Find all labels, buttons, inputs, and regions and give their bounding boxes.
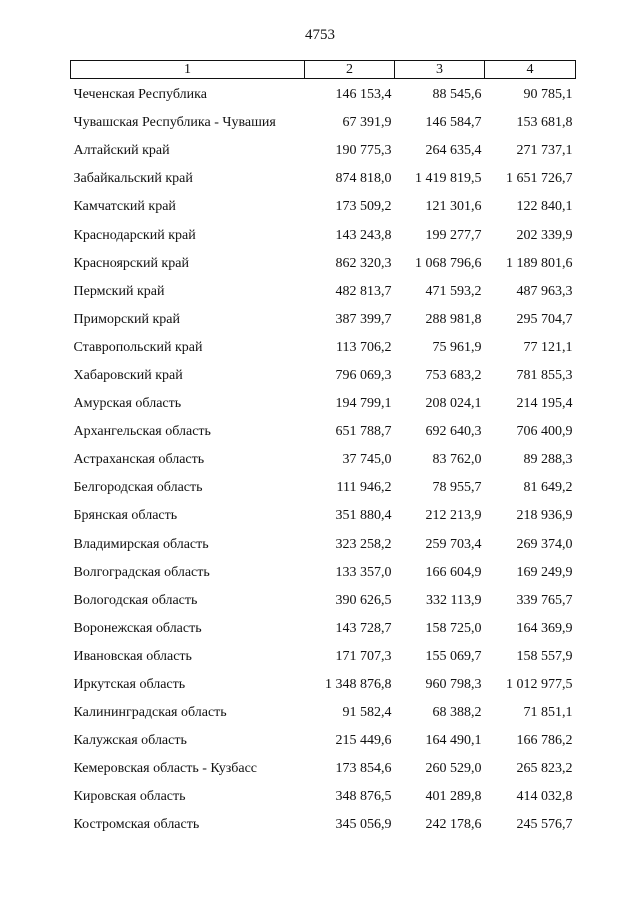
value-cell-col-4: 202 339,9 [516, 227, 573, 243]
value-cell-col-4: 81 649,2 [523, 480, 573, 496]
table-row [71, 334, 576, 362]
table-row [71, 643, 576, 671]
value-cell-col-3: 753 683,2 [425, 367, 482, 383]
value-cell-col-3: 260 529,0 [425, 761, 482, 777]
column-header-2: 2 [305, 61, 395, 79]
table-row [71, 502, 576, 530]
value-cell-col-4: 166 786,2 [516, 733, 573, 749]
value-cell-col-4: 1 012 977,5 [506, 677, 573, 693]
table-row [71, 109, 576, 137]
region-name-cell: Пермский край [73, 283, 165, 299]
value-cell-col-2: 146 153,4 [335, 87, 392, 103]
column-header-1: 1 [71, 61, 305, 79]
table-row [71, 446, 576, 474]
table-row [71, 671, 576, 699]
region-name-cell: Иркутская область [73, 677, 186, 693]
value-cell-col-4: 71 851,1 [523, 705, 573, 721]
table-row [71, 727, 576, 755]
value-cell-col-4: 1 189 801,6 [506, 255, 573, 271]
value-cell-col-2: 482 813,7 [335, 283, 392, 299]
region-name-cell: Волгоградская область [73, 564, 210, 580]
page-number: 4753 [305, 27, 335, 43]
table-row [71, 221, 576, 249]
region-name-cell: Воронежская область [73, 620, 202, 636]
value-cell-col-3: 692 640,3 [425, 424, 482, 440]
table-body [71, 79, 576, 840]
value-cell-col-2: 91 582,4 [342, 705, 392, 721]
table-row [71, 362, 576, 390]
value-cell-col-3: 75 961,9 [432, 339, 482, 355]
region-name-cell: Ставропольский край [73, 339, 203, 355]
value-cell-col-3: 471 593,2 [425, 283, 482, 299]
value-cell-col-3: 259 703,4 [425, 536, 482, 552]
value-cell-col-4: 214 195,4 [516, 396, 573, 412]
value-cell-col-2: 215 449,6 [335, 733, 392, 749]
region-name-cell: Владимирская область [73, 536, 209, 552]
value-cell-col-4: 164 369,9 [516, 620, 573, 636]
region-name-cell: Краснодарский край [73, 227, 196, 243]
value-cell-col-2: 348 876,5 [335, 789, 392, 805]
value-cell-col-2: 143 243,8 [335, 227, 392, 243]
value-cell-col-3: 88 545,6 [432, 87, 482, 103]
region-name-cell: Приморский край [73, 311, 180, 327]
table-row [71, 418, 576, 446]
region-name-cell: Вологодская область [73, 592, 198, 608]
value-cell-col-2: 133 357,0 [335, 564, 392, 580]
table-row [71, 250, 576, 278]
table-row [71, 559, 576, 587]
table-row [71, 783, 576, 811]
region-name-cell: Чувашская Республика - Чувашия [73, 115, 276, 131]
table-row [71, 137, 576, 165]
value-cell-col-3: 1 068 796,6 [415, 255, 482, 271]
value-cell-col-3: 212 213,9 [425, 508, 482, 524]
region-name-cell: Ивановская область [73, 648, 192, 664]
table-row [71, 811, 576, 839]
value-cell-col-4: 295 704,7 [516, 311, 573, 327]
value-cell-col-2: 173 854,6 [335, 761, 392, 777]
table-header [71, 61, 576, 79]
table-row [71, 390, 576, 418]
value-cell-col-4: 781 855,3 [516, 367, 573, 383]
value-cell-col-3: 401 289,8 [425, 789, 482, 805]
region-name-cell: Белгородская область [73, 480, 203, 496]
value-cell-col-4: 77 121,1 [523, 339, 573, 355]
value-cell-col-4: 158 557,9 [516, 648, 573, 664]
region-name-cell: Архангельская область [73, 424, 211, 440]
value-cell-col-3: 166 604,9 [425, 564, 482, 580]
region-name-cell: Красноярский край [73, 255, 189, 271]
value-cell-col-4: 265 823,2 [516, 761, 573, 777]
region-name-cell: Камчатский край [73, 199, 176, 215]
region-name-cell: Астраханская область [73, 452, 205, 468]
table-row [71, 79, 576, 110]
value-cell-col-2: 113 706,2 [336, 339, 392, 355]
column-header-4: 4 [485, 61, 576, 79]
value-cell-col-4: 89 288,3 [523, 452, 573, 468]
value-cell-col-4: 218 936,9 [516, 508, 573, 524]
value-cell-col-2: 862 320,3 [335, 255, 392, 271]
region-name-cell: Калужская область [73, 733, 187, 749]
value-cell-col-4: 271 737,1 [516, 143, 573, 159]
value-cell-col-3: 83 762,0 [432, 452, 482, 468]
region-name-cell: Хабаровский край [73, 367, 183, 383]
value-cell-col-4: 90 785,1 [523, 87, 573, 103]
value-cell-col-2: 67 391,9 [342, 115, 392, 131]
value-cell-col-4: 487 963,3 [516, 283, 573, 299]
value-cell-col-2: 143 728,7 [335, 620, 392, 636]
value-cell-col-4: 153 681,8 [516, 115, 573, 131]
value-cell-col-3: 199 277,7 [425, 227, 482, 243]
value-cell-col-2: 173 509,2 [335, 199, 392, 215]
value-cell-col-3: 155 069,7 [425, 648, 482, 664]
value-cell-col-3: 121 301,6 [425, 199, 482, 215]
value-cell-col-2: 190 775,3 [335, 143, 392, 159]
value-cell-col-2: 874 818,0 [335, 171, 392, 187]
value-cell-col-3: 78 955,7 [432, 480, 482, 496]
table-row [71, 193, 576, 221]
table-row [71, 306, 576, 334]
value-cell-col-4: 269 374,0 [516, 536, 573, 552]
region-name-cell: Брянская область [73, 508, 178, 524]
value-cell-col-2: 171 707,3 [335, 648, 392, 664]
table-row [71, 699, 576, 727]
region-name-cell: Забайкальский край [73, 171, 193, 187]
value-cell-col-3: 146 584,7 [425, 115, 482, 131]
value-cell-col-2: 390 626,5 [335, 592, 392, 608]
value-cell-col-2: 37 745,0 [342, 452, 392, 468]
value-cell-col-2: 387 399,7 [335, 311, 392, 327]
table-row [71, 755, 576, 783]
table-row [71, 587, 576, 615]
region-name-cell: Чеченская Республика [73, 87, 207, 103]
table-row [71, 531, 576, 559]
value-cell-col-2: 345 056,9 [335, 817, 392, 833]
value-cell-col-2: 323 258,2 [335, 536, 392, 552]
value-cell-col-3: 242 178,6 [425, 817, 482, 833]
value-cell-col-3: 68 388,2 [432, 705, 482, 721]
value-cell-col-2: 194 799,1 [335, 396, 392, 412]
value-cell-col-4: 245 576,7 [516, 817, 573, 833]
value-cell-col-3: 264 635,4 [425, 143, 482, 159]
table-row [71, 165, 576, 193]
value-cell-col-3: 208 024,1 [425, 396, 482, 412]
value-cell-col-4: 414 032,8 [516, 789, 573, 805]
header-row [71, 61, 576, 79]
value-cell-col-4: 1 651 726,7 [506, 171, 573, 187]
value-cell-col-3: 288 981,8 [425, 311, 482, 327]
table-row [71, 474, 576, 502]
value-cell-col-2: 1 348 876,8 [325, 677, 392, 693]
value-cell-col-4: 706 400,9 [516, 424, 573, 440]
value-cell-col-3: 1 419 819,5 [415, 171, 482, 187]
region-name-cell: Калининградская область [73, 705, 227, 721]
value-cell-col-3: 164 490,1 [425, 733, 482, 749]
value-cell-col-4: 122 840,1 [516, 199, 573, 215]
value-cell-col-2: 651 788,7 [335, 424, 392, 440]
region-name-cell: Кемеровская область - Кузбасс [73, 761, 258, 777]
value-cell-col-2: 111 946,2 [336, 480, 392, 496]
value-cell-col-3: 960 798,3 [425, 677, 482, 693]
value-cell-col-3: 158 725,0 [425, 620, 482, 636]
value-cell-col-4: 169 249,9 [516, 564, 573, 580]
region-name-cell: Костромская область [73, 817, 200, 833]
region-name-cell: Алтайский край [73, 143, 170, 159]
value-cell-col-2: 796 069,3 [335, 367, 392, 383]
budget-table [70, 60, 576, 840]
region-name-cell: Кировская область [73, 789, 186, 805]
region-name-cell: Амурская область [73, 396, 182, 412]
column-header-3: 3 [395, 61, 485, 79]
table-row [71, 278, 576, 306]
value-cell-col-2: 351 880,4 [335, 508, 392, 524]
value-cell-col-3: 332 113,9 [426, 592, 482, 608]
value-cell-col-4: 339 765,7 [516, 592, 573, 608]
table-row [71, 615, 576, 643]
